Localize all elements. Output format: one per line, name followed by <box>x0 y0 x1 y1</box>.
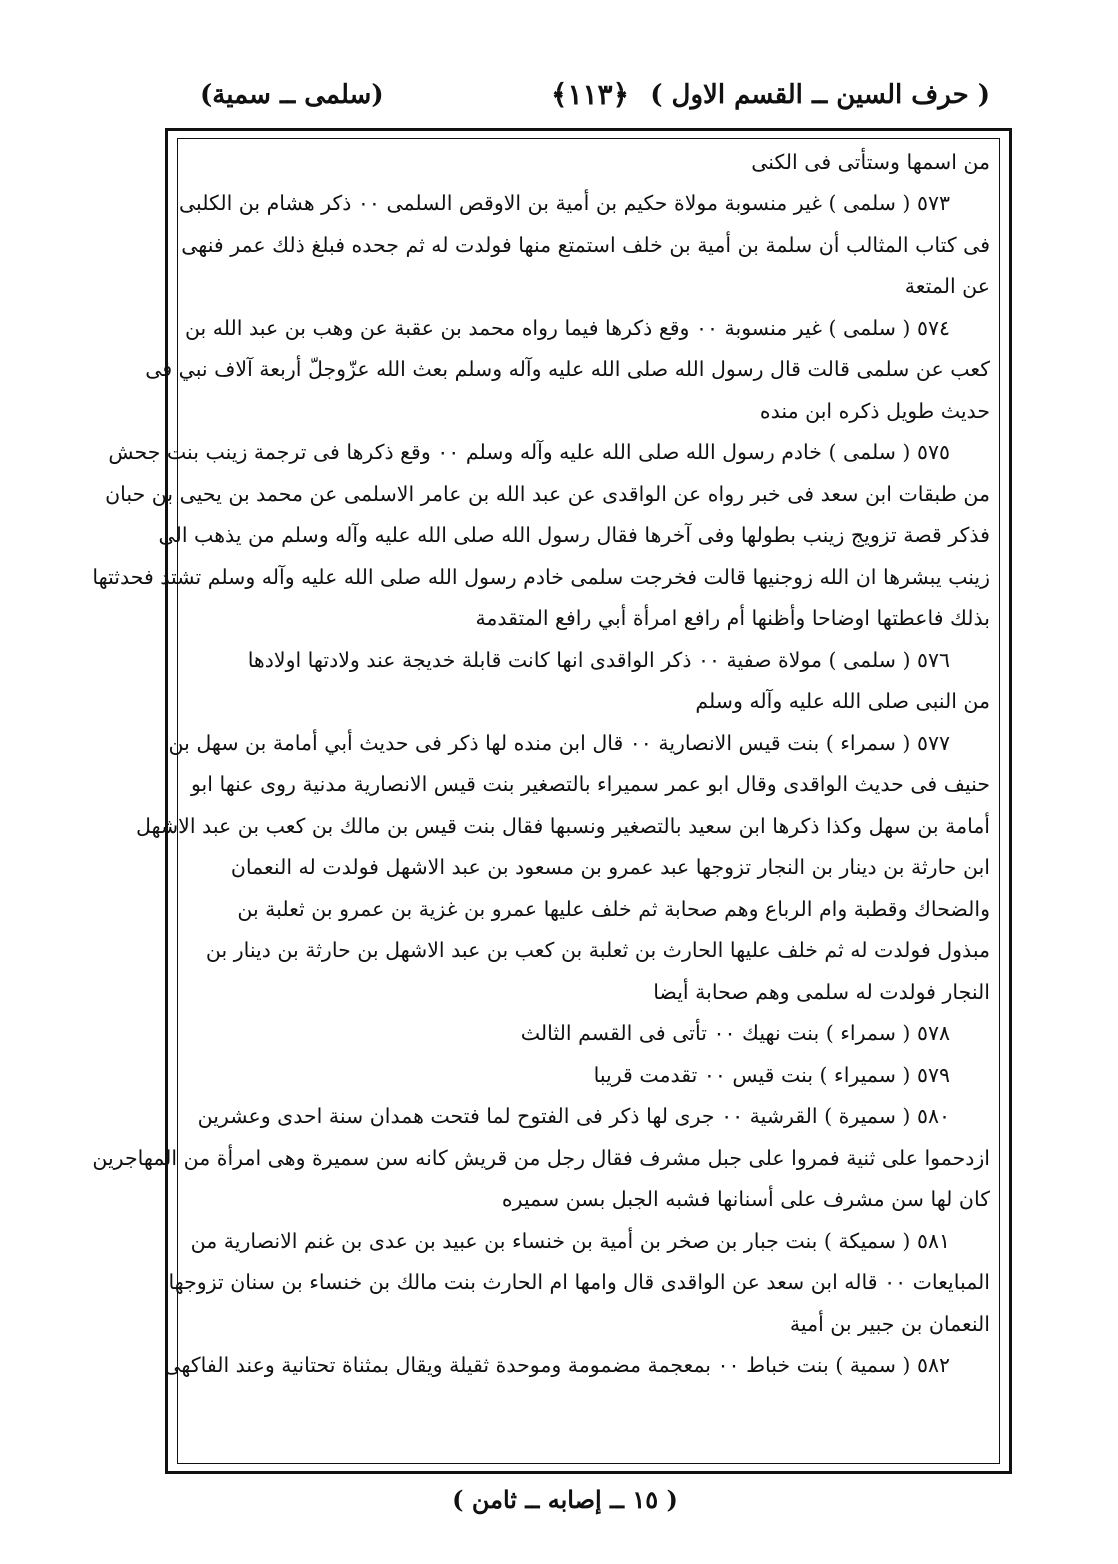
chapter-heading: ( حرف السين ــ القسم الاول ) <box>650 80 990 110</box>
text-line: بذلك فاعطتها اوضاحا وأظنها أم رافع امرأة أبي رافع المتقدمة <box>475 606 990 630</box>
text-line: ٥٧٦ ( سلمى ) مولاة صفية ٠٠ ذكر الواقدى انها كانت قابلة خديجة عند ولادتها اولادها <box>247 648 950 672</box>
text-line: حنيف فى حديث الواقدى وقال ابو عمر سميراء بالتصغير بنت قيس الانصارية مدنية روى عنها ابو <box>190 772 990 796</box>
page-body <box>92 142 990 1462</box>
text-line: ٥٨٢ ( سمية ) بنت خباط ٠٠ بمعجمة مضمومة وموحدة ثقيلة ويقال بمثناة تحتانية وعند الفاكهى <box>164 1353 950 1377</box>
text-line: حديث طويل ذكره ابن منده <box>759 399 990 423</box>
text-line: عن المتعة <box>904 274 990 298</box>
text-line: كعب عن سلمى قالت قال رسول الله صلى الله عليه وآله وسلم بعث الله عزّوجلّ أربعة آلاف نبي فى <box>145 357 990 381</box>
text-line: من طبقات ابن سعد فى خبر رواه عن الواقدى عن عبد الله بن عامر الاسلمى عن محمد بن يحيى بن حبان <box>105 482 990 506</box>
page-number: ﴿١١٣﴾ <box>551 78 629 111</box>
text-line: ٥٧٧ ( سمراء ) بنت قيس الانصارية ٠٠ قال ابن منده لها ذكر فى حديث أبي أمامة بن سهل بن <box>168 731 950 755</box>
text-line: ٥٧٣ ( سلمى ) غير منسوبة مولاة حكيم بن أمية بن الاوقص السلمى ٠٠ ذكر هشام بن الكلبى <box>178 191 950 215</box>
text-line: مبذول فولدت له ثم خلف عليها الحارث بن ثعلبة بن كعب بن عبد الاشهل بن حارثة بن دينار بن <box>205 938 990 962</box>
text-line: ٥٧٤ ( سلمى ) غير منسوبة ٠٠ وقع ذكرها فيما رواه محمد بن عقبة عن وهب بن عبد الله بن <box>184 316 950 340</box>
text-line: ازدحموا على ثنية فمروا على جبل مشرف فقال رجل من قريش كانه سن سميرة وهى امرأة من المهاجرين <box>92 1146 990 1170</box>
text-line: المبايعات ٠٠ قاله ابن سعد عن الواقدى قال وامها ام الحارث بنت مالك بن خنساء بن سنان تزوجها <box>168 1270 990 1294</box>
text-line: ٥٧٥ ( سلمى ) خادم رسول الله صلى الله عليه وآله وسلم ٠٠ وقع ذكرها فى ترجمة زينب بنت جحش <box>108 440 950 464</box>
entry-range-heading: (سلمى ــ سمية) <box>200 80 384 110</box>
page-footer-signature: ( ١٥ ــ إصابه ــ ثامن ) <box>452 1485 678 1514</box>
text-line: والضحاك وقطبة وام الرباع وهم صحابة ثم خلف عليها عمرو بن غزية بن عمرو بن ثعلبة بن <box>237 897 990 921</box>
text-line: من اسمها وستأتى فى الكنى <box>751 150 990 174</box>
text-line: من النبى صلى الله عليه وآله وسلم <box>695 689 990 713</box>
text-line: ٥٧٨ ( سمراء ) بنت نهيك ٠٠ تأتى فى القسم الثالث <box>520 1021 950 1045</box>
text-line: كان لها سن مشرف على أسنانها فشبه الجبل بسن سميره <box>501 1187 990 1211</box>
text-line: ٥٨١ ( سميكة ) بنت جبار بن صخر بن أمية بن خنساء بن عبيد بن عدى بن غنم الانصارية من <box>190 1229 950 1253</box>
text-line: فى كتاب المثالب أن سلمة بن أمية بن خلف استمتع منها فولدت له ثم جحده فبلغ ذلك عمر فنهى <box>181 233 990 257</box>
text-line: ابن حارثة بن دينار بن النجار تزوجها عبد عمرو بن مسعود بن عبد الاشهل فولدت له النعمان <box>230 855 990 879</box>
text-line: فذكر قصة تزويج زينب بطولها وفى آخرها فقال رسول الله صلى الله عليه وآله وسلم من يذهب الى <box>158 523 990 547</box>
text-line: النعمان بن جبير بن أمية <box>789 1312 990 1336</box>
text-line: أمامة بن سهل وكذا ذكرها ابن سعيد بالتصغير ونسبها فقال بنت قيس بن مالك بن كعب بن عبد الاشهل <box>136 814 990 838</box>
text-line: زينب يبشرها ان الله زوجنيها قالت فخرجت سلمى خادم رسول الله صلى الله عليه وآله وسلم تشتد فحدثتها <box>92 565 990 589</box>
text-line: ٥٧٩ ( سميراء ) بنت قيس ٠٠ تقدمت قريبا <box>593 1063 950 1087</box>
text-line: ٥٨٠ ( سميرة ) القرشية ٠٠ جرى لها ذكر فى الفتوح لما فتحت همدان سنة احدى وعشرين <box>197 1104 950 1128</box>
page-header <box>190 70 990 120</box>
text-line: النجار فولدت له سلمى وهم صحابة أيضا <box>653 980 990 1004</box>
